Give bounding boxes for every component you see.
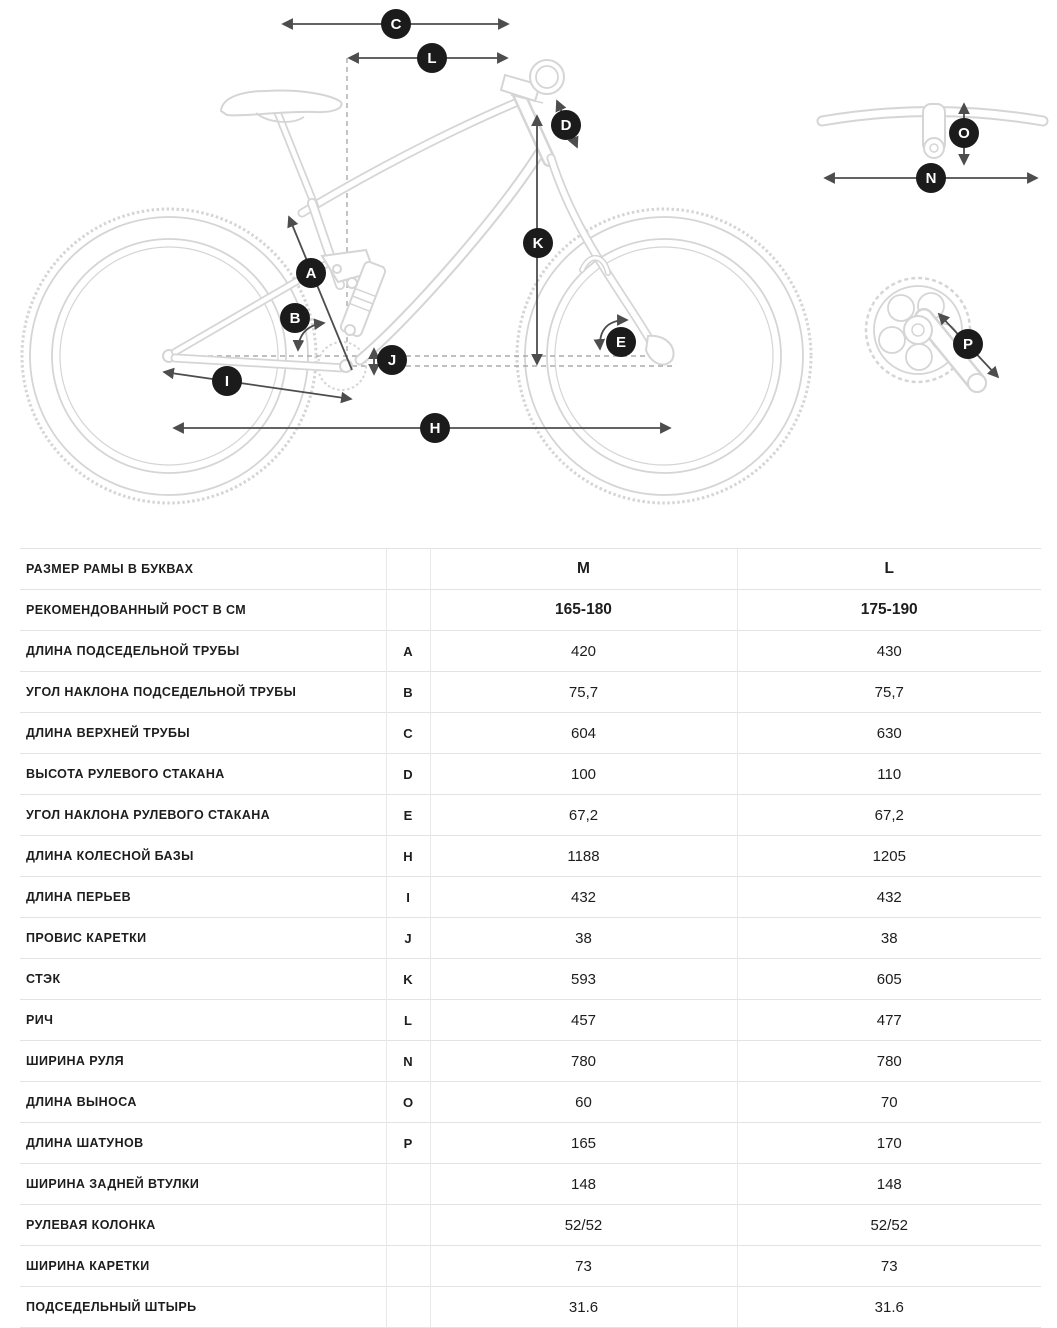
spec-letter — [386, 1287, 430, 1328]
badge-d — [551, 110, 581, 140]
spec-value-m: 604 — [430, 713, 737, 754]
svg-text:P: P — [962, 336, 974, 353]
spec-letter: H — [386, 836, 430, 877]
svg-text:I: I — [224, 373, 230, 390]
table-row-rider-height — [20, 590, 1041, 631]
svg-text:H: H — [429, 420, 441, 437]
badge-e — [606, 327, 636, 357]
table-row-stack — [20, 959, 1041, 1000]
table-row-seat-tube-length — [20, 631, 1041, 672]
spec-value-l: 38 — [737, 918, 1041, 959]
spec-label: РАЗМЕР РАМЫ В БУКВАХ — [20, 549, 386, 590]
spec-label: ДЛИНА ПОДСЕДЕЛЬНОЙ ТРУБЫ — [20, 631, 386, 672]
badge-b — [280, 303, 310, 333]
spec-label: ВЫСОТА РУЛЕВОГО СТАКАНА — [20, 754, 386, 795]
svg-text:E: E — [615, 334, 627, 351]
badge-i — [212, 366, 242, 396]
bike-geometry-svg — [0, 0, 1057, 540]
table-row-stem-length — [20, 1082, 1041, 1123]
spec-label: ДЛИНА ПЕРЬЕВ — [20, 877, 386, 918]
svg-text:K: K — [532, 235, 544, 252]
spec-value-m: 73 — [430, 1246, 737, 1287]
spec-value-l: 67,2 — [737, 795, 1041, 836]
badge-p — [953, 329, 983, 359]
svg-text:J: J — [387, 352, 397, 369]
spec-label: УГОЛ НАКЛОНА РУЛЕВОГО СТАКАНА — [20, 795, 386, 836]
spec-letter: C — [386, 713, 430, 754]
front-dropout — [646, 336, 674, 365]
spec-value-m: 67,2 — [430, 795, 737, 836]
arrow-i — [164, 372, 351, 399]
spec-value-m: 593 — [430, 959, 737, 1000]
svg-text:C: C — [390, 16, 402, 33]
table-row-seatpost — [20, 1287, 1041, 1328]
spec-table-body — [20, 549, 1041, 1328]
spec-label: ШИРИНА РУЛЯ — [20, 1041, 386, 1082]
spec-value-l: 1205 — [737, 836, 1041, 877]
spec-value-m: 165 — [430, 1123, 737, 1164]
handlebar-top-view — [822, 104, 1043, 158]
table-row-crank-length — [20, 1123, 1041, 1164]
spec-value-m: 31.6 — [430, 1287, 737, 1328]
spec-value-l: 477 — [737, 1000, 1041, 1041]
table-row-chainstay-length — [20, 877, 1041, 918]
spec-value-m: 165-180 — [430, 590, 737, 631]
spec-label: ШИРИНА КАРЕТКИ — [20, 1246, 386, 1287]
spec-value-l: 432 — [737, 877, 1041, 918]
spec-label: ПРОВИС КАРЕТКИ — [20, 918, 386, 959]
table-row-headset — [20, 1205, 1041, 1246]
svg-text:D: D — [560, 117, 572, 134]
dimension-badges — [212, 9, 983, 443]
spec-value-l: 605 — [737, 959, 1041, 1000]
spec-value-l: 148 — [737, 1164, 1041, 1205]
spec-letter: J — [386, 918, 430, 959]
table-row-rear-hub-width — [20, 1164, 1041, 1205]
spec-value-m: 457 — [430, 1000, 737, 1041]
spec-value-l: 110 — [737, 754, 1041, 795]
spec-letter — [386, 1164, 430, 1205]
table-row-bb-drop — [20, 918, 1041, 959]
spec-value-m: 432 — [430, 877, 737, 918]
svg-text:N: N — [925, 170, 937, 187]
badge-h — [420, 413, 450, 443]
spec-letter: L — [386, 1000, 430, 1041]
spec-letter: N — [386, 1041, 430, 1082]
spec-label: РИЧ — [20, 1000, 386, 1041]
spec-value-l: 430 — [737, 631, 1041, 672]
spec-value-m: 75,7 — [430, 672, 737, 713]
spec-label: ДЛИНА ШАТУНОВ — [20, 1123, 386, 1164]
spec-letter: P — [386, 1123, 430, 1164]
spec-label: ДЛИНА КОЛЕСНОЙ БАЗЫ — [20, 836, 386, 877]
spec-value-l: 780 — [737, 1041, 1041, 1082]
badge-l — [417, 43, 447, 73]
svg-text:A: A — [305, 265, 317, 282]
spec-label: ДЛИНА ВЕРХНЕЙ ТРУБЫ — [20, 713, 386, 754]
table-row-seat-tube-angle — [20, 672, 1041, 713]
spec-letter — [386, 1205, 430, 1246]
spec-label: УГОЛ НАКЛОНА ПОДСЕДЕЛЬНОЙ ТРУБЫ — [20, 672, 386, 713]
spec-label: ШИРИНА ЗАДНЕЙ ВТУЛКИ — [20, 1164, 386, 1205]
spec-letter — [386, 549, 430, 590]
spec-letter: O — [386, 1082, 430, 1123]
table-row-frame-size — [20, 549, 1041, 590]
spec-letter — [386, 1246, 430, 1287]
spec-value-m: 60 — [430, 1082, 737, 1123]
grip — [530, 60, 564, 94]
spec-letter — [386, 590, 430, 631]
table-row-handlebar-width — [20, 1041, 1041, 1082]
spec-value-m: 420 — [430, 631, 737, 672]
spec-letter: A — [386, 631, 430, 672]
bike-frame — [175, 60, 674, 390]
spec-value-l: 75,7 — [737, 672, 1041, 713]
table-row-head-tube-angle — [20, 795, 1041, 836]
table-row-head-tube-height — [20, 754, 1041, 795]
svg-text:B: B — [289, 310, 301, 327]
svg-text:O: O — [958, 125, 970, 142]
spec-value-m: M — [430, 549, 737, 590]
spec-value-m: 1188 — [430, 836, 737, 877]
spec-label: РЕКОМЕНДОВАННЫЙ РОСТ В СМ — [20, 590, 386, 631]
spec-label: ДЛИНА ВЫНОСА — [20, 1082, 386, 1123]
spec-value-l: 170 — [737, 1123, 1041, 1164]
spec-value-l: L — [737, 549, 1041, 590]
badge-j — [377, 345, 407, 375]
spec-value-m: 52/52 — [430, 1205, 737, 1246]
svg-text:L: L — [427, 50, 437, 67]
table-row-bb-width — [20, 1246, 1041, 1287]
spec-value-l: 52/52 — [737, 1205, 1041, 1246]
spec-label: СТЭК — [20, 959, 386, 1000]
spec-value-m: 780 — [430, 1041, 737, 1082]
spec-letter: E — [386, 795, 430, 836]
spec-label: РУЛЕВАЯ КОЛОНКА — [20, 1205, 386, 1246]
spec-letter: B — [386, 672, 430, 713]
badge-n — [916, 163, 946, 193]
spec-letter: D — [386, 754, 430, 795]
badge-c — [381, 9, 411, 39]
badge-a — [296, 258, 326, 288]
spec-value-l: 73 — [737, 1246, 1041, 1287]
table-row-reach — [20, 1000, 1041, 1041]
geometry-spec-table — [20, 548, 1041, 1328]
saddle — [221, 91, 342, 116]
bike-geometry-diagram — [0, 0, 1057, 540]
spec-value-m: 38 — [430, 918, 737, 959]
spec-value-l: 175-190 — [737, 590, 1041, 631]
badge-o — [949, 118, 979, 148]
spec-letter: K — [386, 959, 430, 1000]
spec-label: ПОДСЕДЕЛЬНЫЙ ШТЫРЬ — [20, 1287, 386, 1328]
badge-k — [523, 228, 553, 258]
spec-value-m: 100 — [430, 754, 737, 795]
spec-letter: I — [386, 877, 430, 918]
spec-value-l: 31.6 — [737, 1287, 1041, 1328]
spec-value-l: 630 — [737, 713, 1041, 754]
spec-value-l: 70 — [737, 1082, 1041, 1123]
table-row-wheelbase — [20, 836, 1041, 877]
spec-value-m: 148 — [430, 1164, 737, 1205]
table-row-top-tube-length — [20, 713, 1041, 754]
